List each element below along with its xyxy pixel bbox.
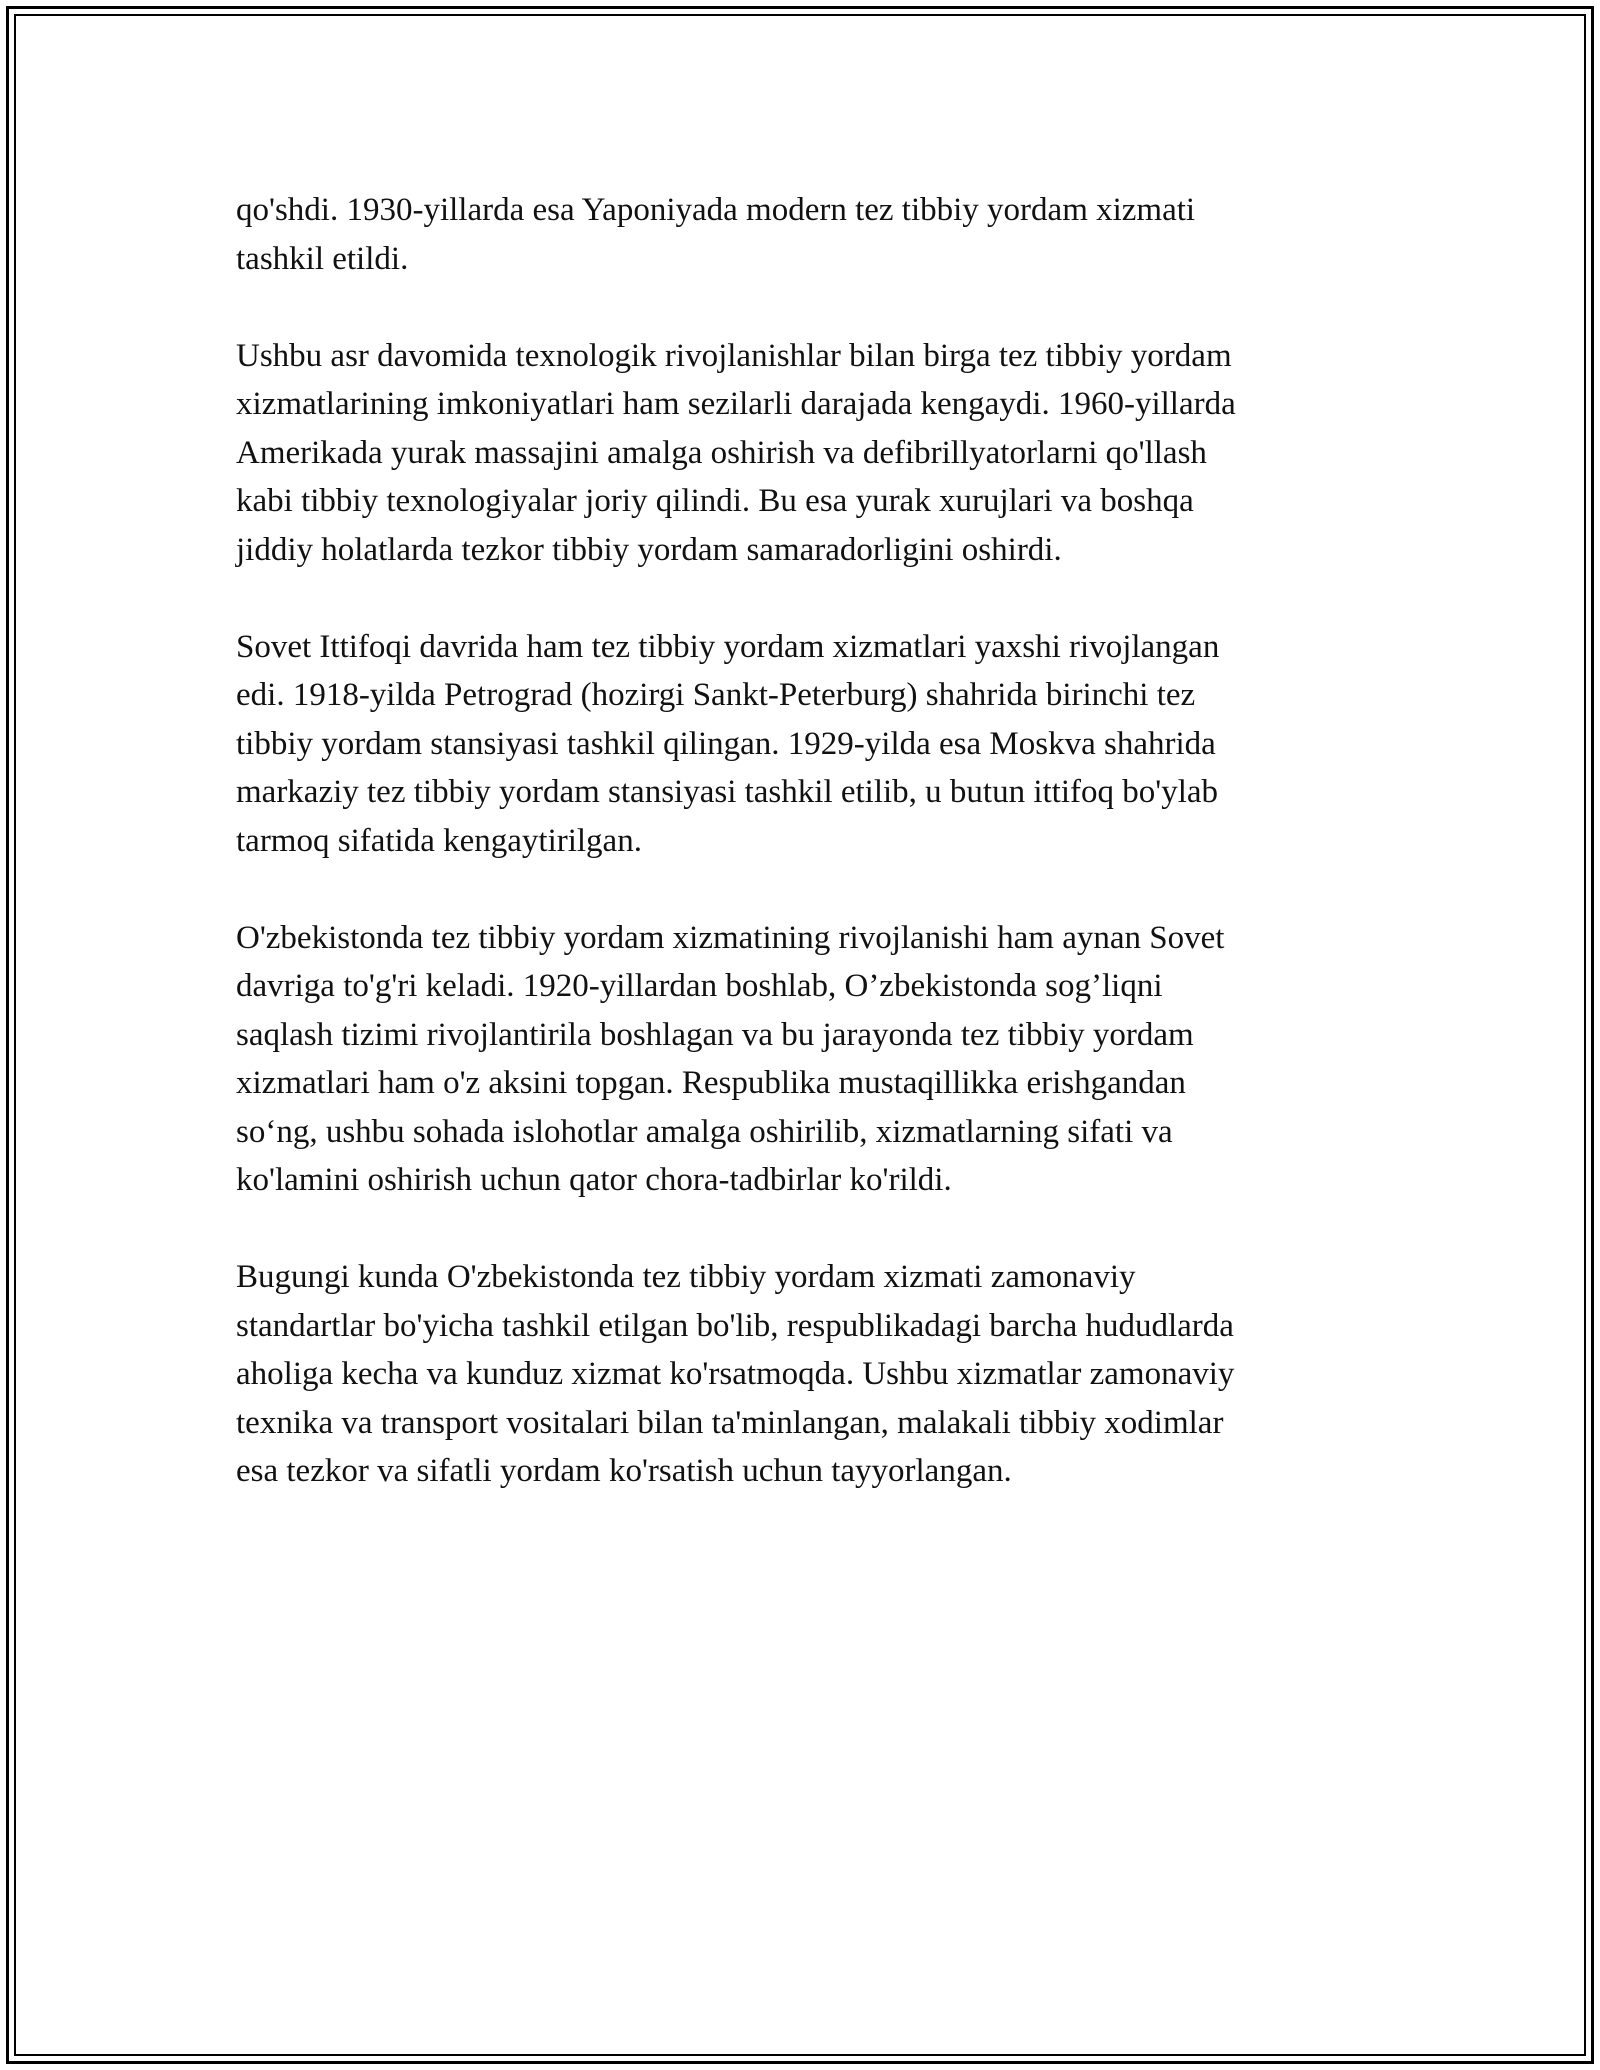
paragraph: Sovet Ittifoqi davrida ham tez tibbiy yordam xizmatlari yaxshi rivojlangan edi. 1918-yilda Petrograd (hozirgi Sankt-Peterburg) shahrida birinchi tez tibbiy yordam stansiyasi tashkil qilingan. 1929-yilda esa Moskva shahrida markaziy tez tibbiy yordam stansiyasi tashkil etilib, u butun ittifoq bo'ylab tarmoq sifatida kengaytirilgan. bbox=[236, 628, 1220, 859]
document-body bbox=[236, 186, 1356, 1544]
paragraph: Bugungi kunda O'zbekistonda tez tibbiy yordam xizmati zamonaviy standartlar bo'yicha tashkil etilgan bo'lib, respublikadagi barcha hududlarda aholiga kecha va kunduz xizmat ko'rsatmoqda. Ushbu xizmatlar zamonaviy texnika va transport vositalari bilan ta'minlangan, malakali tibbiy xodimlar esa tezkor va sifatli yordam ko'rsatish uchun tayyorlangan. bbox=[236, 1259, 1235, 1489]
paragraph: Ushbu asr davomida texnologik rivojlanishlar bilan birga tez tibbiy yordam xizmatlarining imkoniyatlari ham sezilarli darajada kengaydi. 1960-yillarda Amerikada yurak massajini amalga oshirish va defibrillyatorlarni qo'llash kabi tibbiy texnologiyalar joriy qilindi. Bu esa yurak xurujlari va boshqa jiddiy holatlarda tezkor tibbiy yordam samaradorligini oshirdi. bbox=[236, 337, 1236, 568]
paragraph: qo'shdi. 1930-yillarda esa Yaponiyada modern tez tibbiy yordam xizmati tashkil etildi. bbox=[236, 192, 1196, 277]
paragraph: O'zbekistonda tez tibbiy yordam xizmatining rivojlanishi ham aynan Sovet davriga to'g'ri keladi. 1920-yillardan boshlab, O’zbekistonda sog’liqni saqlash tizimi rivojlantirila boshlagan va bu jarayonda tez tibbiy yordam xizmatlari ham o'z aksini topgan. Respublika mustaqillikka erishgandan so‘ng, ushbu sohada islohotlar amalga oshirilib, xizmatlarning sifati va ko'lamini oshirish uchun qator chora-tadbirlar ko'rildi. bbox=[236, 919, 1225, 1198]
